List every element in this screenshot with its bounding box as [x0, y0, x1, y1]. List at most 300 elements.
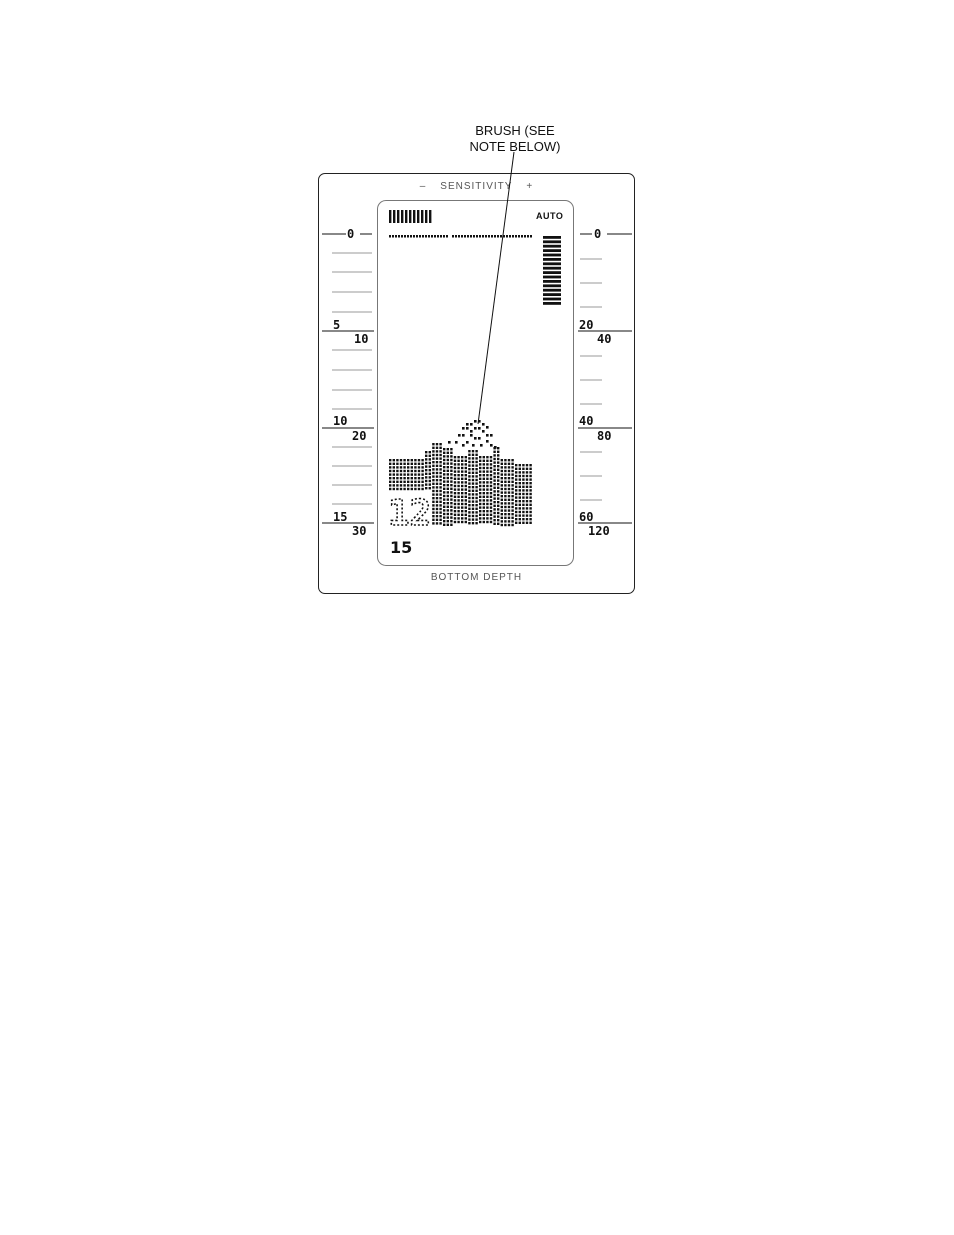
echo-dot	[389, 466, 391, 468]
echo-dot	[447, 477, 449, 479]
echo-dot	[450, 491, 452, 493]
echo-dot	[501, 466, 503, 468]
surface-dot	[479, 235, 481, 238]
echo-dot	[436, 497, 438, 499]
echo-dot	[403, 488, 405, 490]
echo-dot	[479, 517, 481, 519]
echo-dot	[447, 462, 449, 464]
echo-dot	[457, 506, 459, 508]
echo-dot	[450, 516, 452, 518]
echo-dot	[418, 481, 420, 483]
echo-dot	[389, 463, 391, 465]
echo-dot	[479, 478, 481, 480]
echo-dot	[429, 487, 431, 489]
echo-dot	[472, 464, 474, 466]
echo-dot	[436, 490, 438, 492]
echo-dot	[483, 506, 485, 508]
gain-bar-segment	[543, 254, 561, 257]
echo-dot	[526, 507, 528, 509]
echo-dot	[425, 483, 427, 485]
echo-dot	[493, 461, 495, 463]
echo-dot	[497, 472, 499, 474]
echo-dot	[429, 483, 431, 485]
echo-dot	[454, 460, 456, 462]
echo-dot	[486, 485, 488, 487]
echo-dot	[479, 456, 481, 458]
echo-dot	[454, 470, 456, 472]
surface-dot	[413, 235, 415, 238]
echo-dot	[421, 459, 423, 461]
echo-dot	[511, 470, 513, 472]
echo-dot	[490, 492, 492, 494]
echo-dot	[522, 511, 524, 513]
brush-dot	[490, 434, 493, 437]
echo-dot	[443, 491, 445, 493]
right-scale-zero: 0	[594, 227, 602, 241]
echo-dot	[429, 455, 431, 457]
echo-dot	[501, 495, 503, 497]
echo-dot	[519, 493, 521, 495]
echo-dot	[526, 478, 528, 480]
echo-dot	[425, 451, 427, 453]
echo-dot	[411, 477, 413, 479]
echo-dot	[436, 475, 438, 477]
echo-dot	[497, 483, 499, 485]
echo-dot	[472, 504, 474, 506]
echo-dot	[526, 475, 528, 477]
echo-dot	[529, 518, 531, 520]
echo-dot	[472, 454, 474, 456]
echo-dot	[457, 496, 459, 498]
surface-dot	[467, 235, 469, 238]
echo-dot	[432, 479, 434, 481]
echo-dot	[472, 457, 474, 459]
echo-dot	[501, 502, 503, 504]
echo-dot	[490, 467, 492, 469]
echo-dot	[508, 459, 510, 461]
echo-dot	[439, 504, 441, 506]
echo-dot	[479, 521, 481, 523]
echo-dot	[450, 513, 452, 515]
echo-dot	[403, 466, 405, 468]
echo-dot	[486, 470, 488, 472]
echo-dot	[526, 493, 528, 495]
echo-dot	[450, 498, 452, 500]
gain-bar-segment	[543, 276, 561, 279]
echo-dot	[421, 481, 423, 483]
echo-dot	[504, 517, 506, 519]
echo-dot	[393, 477, 395, 479]
echo-dot	[436, 472, 438, 474]
echo-dot	[436, 468, 438, 470]
echo-dot	[515, 475, 517, 477]
echo-dot	[472, 490, 474, 492]
echo-dot	[439, 450, 441, 452]
echo-dot	[436, 511, 438, 513]
echo-dot	[457, 499, 459, 501]
echo-dot	[468, 486, 470, 488]
echo-dot	[501, 499, 503, 501]
echo-dot	[468, 479, 470, 481]
echo-dot	[454, 499, 456, 501]
callout-line-1: BRUSH (SEE	[475, 123, 555, 138]
echo-dot	[447, 466, 449, 468]
surface-dot	[494, 235, 496, 238]
echo-dot	[479, 499, 481, 501]
echo-dot	[522, 489, 524, 491]
echo-dot	[479, 488, 481, 490]
echo-dot	[493, 487, 495, 489]
echo-dot	[439, 497, 441, 499]
surface-dot	[530, 235, 532, 238]
echo-dot	[515, 486, 517, 488]
echo-dot	[447, 520, 449, 522]
echo-dot	[504, 477, 506, 479]
echo-dot	[465, 506, 467, 508]
echo-dot	[475, 472, 477, 474]
echo-dot	[504, 488, 506, 490]
surface-dot	[401, 235, 403, 238]
echo-dot	[504, 459, 506, 461]
echo-dot	[454, 492, 456, 494]
echo-dot	[468, 475, 470, 477]
battery-segment	[409, 210, 411, 223]
echo-dot	[411, 484, 413, 486]
echo-dot	[483, 488, 485, 490]
echo-dot	[436, 483, 438, 485]
echo-dot	[515, 464, 517, 466]
echo-dot	[522, 482, 524, 484]
echo-dot	[522, 504, 524, 506]
echo-dot	[472, 450, 474, 452]
echo-dot	[457, 467, 459, 469]
surface-dot	[395, 235, 397, 238]
echo-dot	[501, 513, 503, 515]
echo-dot	[504, 509, 506, 511]
surface-dot	[512, 235, 514, 238]
surface-dot	[524, 235, 526, 238]
gain-bar-segment	[543, 262, 561, 265]
echo-dot	[479, 463, 481, 465]
brush-dot	[478, 437, 481, 440]
echo-dot	[465, 496, 467, 498]
echo-dot	[475, 522, 477, 524]
right-scale-label: 60	[579, 510, 594, 524]
echo-dot	[483, 463, 485, 465]
echo-dot	[425, 487, 427, 489]
echo-dot	[465, 460, 467, 462]
echo-dot	[457, 474, 459, 476]
echo-dot	[400, 466, 402, 468]
echo-dot	[493, 494, 495, 496]
echo-dot	[475, 461, 477, 463]
echo-dot	[475, 493, 477, 495]
echo-dot	[511, 491, 513, 493]
echo-dot	[403, 470, 405, 472]
echo-dot	[486, 521, 488, 523]
echo-dot	[436, 461, 438, 463]
echo-dot	[501, 459, 503, 461]
echo-dot	[429, 469, 431, 471]
brush-dot	[486, 426, 489, 429]
echo-dot	[461, 517, 463, 519]
echo-dot	[483, 460, 485, 462]
echo-dot	[508, 466, 510, 468]
echo-dot	[450, 495, 452, 497]
echo-dot	[497, 515, 499, 517]
echo-dot	[407, 470, 409, 472]
echo-dot	[465, 517, 467, 519]
echo-dot	[439, 501, 441, 503]
echo-dot	[443, 516, 445, 518]
echo-dot	[493, 497, 495, 499]
echo-dot	[421, 477, 423, 479]
battery-segment	[429, 210, 431, 223]
gain-bar-indicator	[543, 236, 561, 305]
surface-dot	[491, 235, 493, 238]
brush-dot	[482, 423, 485, 426]
echo-dot	[396, 470, 398, 472]
echo-dot	[439, 479, 441, 481]
echo-dot	[432, 490, 434, 492]
echo-dot	[504, 470, 506, 472]
echo-dot	[400, 488, 402, 490]
echo-dot	[421, 470, 423, 472]
echo-dot	[468, 454, 470, 456]
echo-dot	[461, 456, 463, 458]
echo-dot	[443, 480, 445, 482]
echo-dot	[504, 484, 506, 486]
echo-dot	[414, 459, 416, 461]
echo-dot	[393, 463, 395, 465]
echo-dot	[439, 457, 441, 459]
surface-dot	[470, 235, 472, 238]
surface-dot	[482, 235, 484, 238]
brush-dot	[466, 423, 469, 426]
brush-dot	[466, 427, 469, 430]
echo-dot	[425, 458, 427, 460]
echo-dot	[483, 521, 485, 523]
echo-dot	[501, 484, 503, 486]
echo-dot	[439, 490, 441, 492]
echo-dot	[439, 511, 441, 513]
echo-dot	[454, 456, 456, 458]
digital-depth-readout	[388, 493, 431, 534]
echo-dot	[421, 466, 423, 468]
echo-dot	[414, 466, 416, 468]
surface-dot	[488, 235, 490, 238]
echo-dot	[472, 486, 474, 488]
surface-dot	[500, 235, 502, 238]
echo-dot	[497, 465, 499, 467]
gain-bar-segment	[543, 249, 561, 252]
brush-dot	[486, 434, 489, 437]
echo-dot	[389, 488, 391, 490]
echo-dot	[475, 508, 477, 510]
echo-dot	[529, 482, 531, 484]
echo-dot	[465, 467, 467, 469]
echo-dot	[465, 499, 467, 501]
echo-dot	[504, 466, 506, 468]
echo-dot	[508, 477, 510, 479]
echo-dot	[526, 468, 528, 470]
echo-dot	[515, 471, 517, 473]
echo-dot	[389, 477, 391, 479]
surface-dot	[407, 235, 409, 238]
echo-dot	[393, 473, 395, 475]
echo-dot	[511, 466, 513, 468]
echo-dot	[472, 479, 474, 481]
echo-dot	[519, 496, 521, 498]
echo-dot	[418, 473, 420, 475]
echo-dot	[493, 479, 495, 481]
echo-dot	[436, 454, 438, 456]
echo-dot	[511, 524, 513, 526]
surface-dot	[422, 235, 424, 238]
echo-dot	[475, 479, 477, 481]
echo-dot	[439, 461, 441, 463]
brush-dot	[462, 444, 465, 447]
echo-dot	[457, 470, 459, 472]
echo-dot	[447, 498, 449, 500]
echo-dot	[479, 485, 481, 487]
echo-dot	[454, 517, 456, 519]
echo-dot	[483, 503, 485, 505]
echo-dot	[425, 480, 427, 482]
echo-dot	[457, 517, 459, 519]
echo-dot	[511, 484, 513, 486]
echo-dot	[461, 514, 463, 516]
surface-dot	[515, 235, 517, 238]
echo-dot	[504, 473, 506, 475]
echo-dot	[497, 523, 499, 525]
echo-dot	[529, 496, 531, 498]
echo-dot	[479, 492, 481, 494]
echo-dot	[522, 507, 524, 509]
echo-dot	[497, 487, 499, 489]
echo-dot	[447, 459, 449, 461]
echo-dot	[511, 517, 513, 519]
echo-dot	[486, 514, 488, 516]
echo-dot	[447, 502, 449, 504]
echo-dot	[490, 481, 492, 483]
echo-dot	[475, 511, 477, 513]
left-scale-label: 10	[333, 414, 348, 428]
brush-dot	[470, 430, 473, 433]
echo-dot	[486, 499, 488, 501]
echo-dot	[479, 506, 481, 508]
echo-dot	[483, 474, 485, 476]
echo-dot	[490, 478, 492, 480]
right-scale-label: 40	[579, 414, 594, 428]
echo-dot	[389, 459, 391, 461]
echo-dot	[468, 464, 470, 466]
echo-dot	[432, 519, 434, 521]
echo-dot	[486, 460, 488, 462]
gain-bar-segment	[543, 293, 561, 296]
echo-dot	[457, 463, 459, 465]
brush-dot	[474, 437, 477, 440]
echo-dot	[479, 514, 481, 516]
echo-dot	[425, 469, 427, 471]
echo-dot	[475, 500, 477, 502]
echo-dot	[472, 472, 474, 474]
echo-dot	[468, 522, 470, 524]
echo-dot	[490, 460, 492, 462]
echo-dot	[396, 477, 398, 479]
echo-dot	[447, 452, 449, 454]
bottom-depth-label: BOTTOM DEPTH	[430, 572, 523, 583]
echo-dot	[461, 463, 463, 465]
echo-dot	[508, 506, 510, 508]
echo-dot	[436, 501, 438, 503]
echo-dot	[472, 518, 474, 520]
echo-dot	[468, 468, 470, 470]
echo-dot	[450, 470, 452, 472]
surface-dot	[404, 235, 406, 238]
echo-dot	[479, 460, 481, 462]
echo-dot	[425, 455, 427, 457]
sensitivity-minus: –	[419, 181, 427, 192]
echo-dot	[468, 497, 470, 499]
echo-dot	[447, 516, 449, 518]
echo-dot	[465, 488, 467, 490]
surface-dot	[461, 235, 463, 238]
echo-dot	[483, 496, 485, 498]
echo-dot	[465, 492, 467, 494]
echo-dot	[432, 497, 434, 499]
echo-dot	[497, 479, 499, 481]
gain-bar-segment	[543, 302, 561, 305]
battery-segment	[389, 210, 391, 223]
echo-dot	[515, 511, 517, 513]
echo-dot	[519, 468, 521, 470]
echo-dot	[497, 512, 499, 514]
echo-dot	[490, 470, 492, 472]
echo-dot	[468, 500, 470, 502]
echo-dot	[501, 463, 503, 465]
echo-dot	[493, 501, 495, 503]
echo-dot	[411, 466, 413, 468]
echo-dot	[508, 484, 510, 486]
echo-dot	[515, 478, 517, 480]
echo-dot	[389, 470, 391, 472]
echo-dot	[493, 515, 495, 517]
echo-dot	[519, 486, 521, 488]
echo-dot	[443, 495, 445, 497]
echo-dot	[486, 456, 488, 458]
echo-dot	[432, 501, 434, 503]
echo-dot	[432, 493, 434, 495]
echo-dot	[450, 480, 452, 482]
echo-dot	[389, 481, 391, 483]
echo-dot	[490, 456, 492, 458]
echo-dot	[461, 496, 463, 498]
echo-dot	[490, 463, 492, 465]
brush-dot	[470, 423, 473, 426]
callout-line-2: NOTE BELOW)	[469, 139, 561, 154]
echo-dot	[508, 509, 510, 511]
echo-dot	[526, 496, 528, 498]
echo-dot	[439, 443, 441, 445]
echo-dot	[403, 473, 405, 475]
surface-dot	[410, 235, 412, 238]
echo-dot	[403, 459, 405, 461]
echo-dot	[508, 473, 510, 475]
brush-dot	[478, 420, 481, 423]
surface-dot	[443, 235, 445, 238]
echo-dot	[457, 485, 459, 487]
